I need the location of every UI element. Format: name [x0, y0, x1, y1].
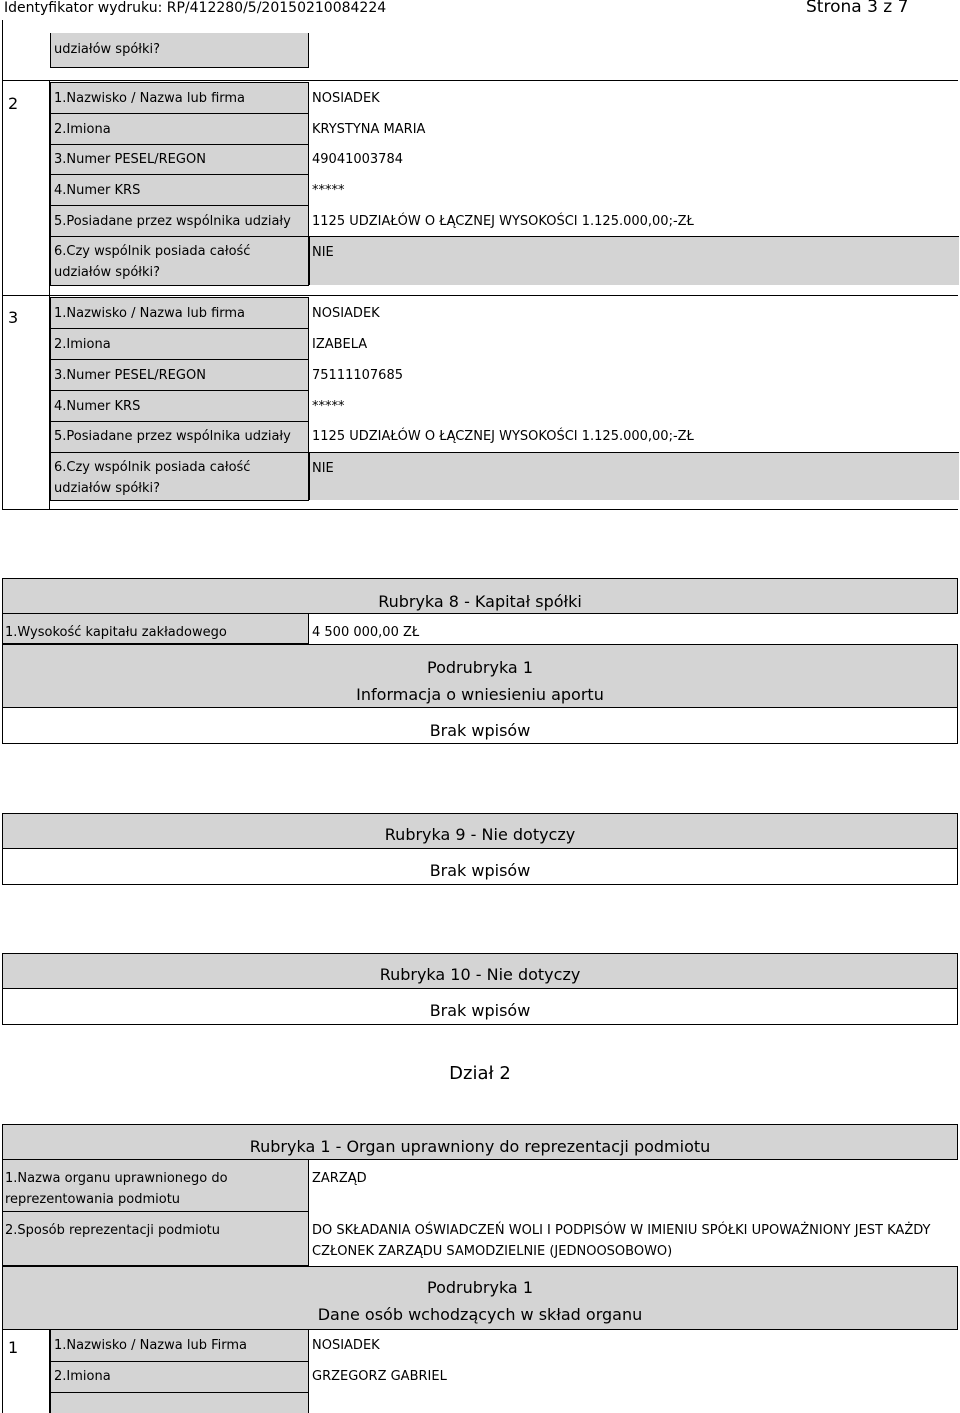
value-all-shares: NIE — [312, 245, 334, 260]
row-divider — [50, 1361, 309, 1362]
value-krs: ***** — [312, 399, 345, 414]
question-first-names: 2.Imiona — [54, 337, 111, 352]
dzial-2-podrubryka-1-subtitle: Dane osób wchodzących w skład organu — [317, 1305, 643, 1324]
question-shares: 5.Posiadane przez wspólnika udziały — [54, 214, 291, 229]
question-first-names: 2.Imiona — [54, 122, 111, 137]
prev-left-border — [2, 20, 3, 80]
podrubryka-1-title: Podrubryka 1 — [427, 658, 533, 677]
partner-bottom-line — [50, 500, 309, 501]
rubryka-9-title: Rubryka 9 - Nie dotyczy — [384, 825, 576, 844]
value-shares: 1125 UDZIAŁÓW O ŁĄCZNEJ WYSOKOŚCI 1.125.000,00;-ZŁ — [312, 214, 694, 229]
value-krs: ***** — [312, 183, 345, 198]
member-number: 1 — [8, 1338, 19, 1357]
row-divider — [50, 174, 309, 175]
organ-value: ZARZĄD — [312, 1171, 367, 1186]
row-divider — [50, 390, 309, 391]
value-all-shares: NIE — [312, 461, 334, 476]
value-first-names: KRYSTYNA MARIA — [312, 122, 426, 137]
row-divider — [50, 144, 309, 145]
capital-value: 4 500 000,00 ZŁ — [312, 625, 420, 640]
question-pesel: 3.Numer PESEL/REGON — [54, 368, 206, 383]
question-name: 1.Nazwisko / Nazwa lub firma — [54, 306, 246, 321]
print-identifier: Identyfikator wydruku: RP/412280/5/20150210084224 — [4, 0, 387, 16]
prev-question-6-cont: udziałów spółki? — [54, 42, 161, 57]
capital-question: 1.Wysokość kapitału zakładowego — [5, 625, 227, 640]
member-question-name: 1.Nazwisko / Nazwa lub Firma — [54, 1338, 247, 1353]
page-number: Strona 3 z 7 — [806, 0, 909, 17]
dzial-2-rubryka-1-title: Rubryka 1 - Organ uprawniony do reprezentacji podmiotu — [249, 1137, 711, 1156]
row-divider — [50, 1392, 309, 1393]
member-question-first-names: 2.Imiona — [54, 1369, 111, 1384]
representation-value: DO SKŁADANIA OŚWIADCZEŃ WOLI I PODPISÓW W IMIENIU SPÓŁKI UPOWAŻNIONY JEST KAŻDY — [312, 1223, 931, 1238]
value-first-names: IZABELA — [312, 337, 368, 352]
member-left-border — [2, 1330, 3, 1413]
value-cell — [309, 236, 959, 285]
rubryka-9-empty: Brak wpisów — [429, 861, 531, 880]
value-cell — [309, 452, 959, 500]
value-name: NOSIADEK — [312, 306, 380, 321]
question-krs: 4.Numer KRS — [54, 399, 141, 414]
member-value-name: NOSIADEK — [312, 1338, 380, 1353]
representation-question: 2.Sposób reprezentacji podmiotu — [5, 1223, 220, 1238]
question-all-shares: 6.Czy wspólnik posiada całość — [54, 460, 251, 475]
row-divider — [50, 328, 309, 329]
question-all-shares-cont: udziałów spółki? — [54, 265, 161, 280]
partner-number: 3 — [8, 308, 19, 327]
podrubryka-1-subtitle: Informacja o wniesieniu aportu — [356, 685, 604, 704]
rubryka-10-empty: Brak wpisów — [429, 1001, 531, 1020]
dzial-2-podrubryka-1-title: Podrubryka 1 — [427, 1278, 533, 1297]
row-divider — [50, 236, 309, 237]
value-pesel: 49041003784 — [312, 152, 403, 167]
question-all-shares-cont: udziałów spółki? — [54, 481, 161, 496]
value-name: NOSIADEK — [312, 91, 380, 106]
question-pesel: 3.Numer PESEL/REGON — [54, 152, 206, 167]
row-divider — [50, 205, 309, 206]
value-shares: 1125 UDZIAŁÓW O ŁĄCZNEJ WYSOKOŚCI 1.125.000,00;-ZŁ — [312, 429, 694, 444]
rubryka-10-title: Rubryka 10 - Nie dotyczy — [379, 965, 581, 984]
organ-question: 1.Nazwa organu uprawnionego do — [5, 1171, 228, 1186]
question-name: 1.Nazwisko / Nazwa lub firma — [54, 91, 246, 106]
podrubryka-1-empty: Brak wpisów — [429, 721, 531, 740]
value-pesel: 75111107685 — [312, 368, 403, 383]
rubryka-8-title: Rubryka 8 - Kapitał spółki — [378, 592, 582, 611]
question-shares: 5.Posiadane przez wspólnika udziały — [54, 429, 291, 444]
partner-bottom-line — [50, 285, 309, 286]
organ-question-cont: reprezentowania podmiotu — [5, 1192, 181, 1207]
row-divider — [50, 452, 309, 453]
member-value-first-names: GRZEGORZ GABRIEL — [312, 1369, 447, 1384]
row-divider — [50, 359, 309, 360]
question-all-shares: 6.Czy wspólnik posiada całość — [54, 244, 251, 259]
partner-number: 2 — [8, 94, 19, 113]
dzial-2-title: Dział 2 — [449, 1063, 511, 1084]
row-divider — [50, 421, 309, 422]
representation-value-cont: CZŁONEK ZARZĄDU SAMODZIELNIE (JEDNOOSOBOWO) — [312, 1244, 673, 1259]
question-krs: 4.Numer KRS — [54, 183, 141, 198]
row-divider — [50, 113, 309, 114]
